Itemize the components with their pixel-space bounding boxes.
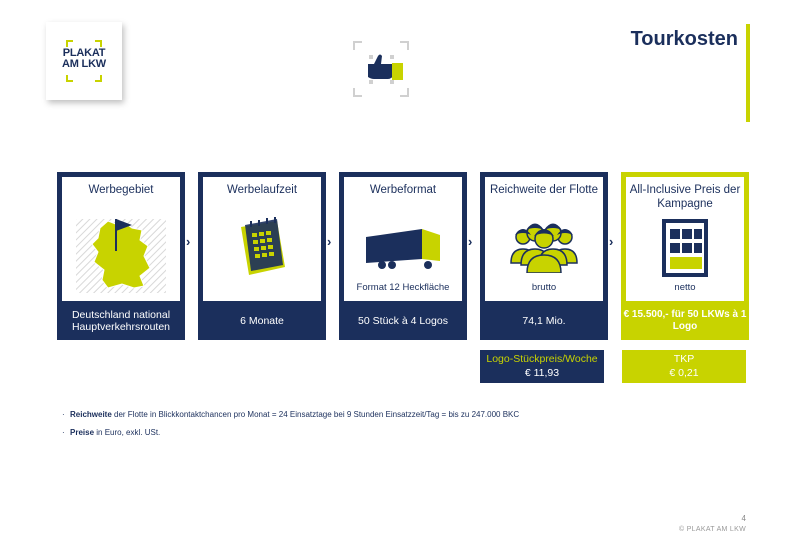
chevron-right-icon: › (609, 234, 614, 249)
bullet: · (62, 410, 65, 419)
calculator-icon (660, 219, 710, 277)
pointing-hand-icon (350, 38, 412, 100)
card-werbelaufzeit (198, 172, 326, 340)
tkp-box (622, 350, 746, 383)
card-reichweite (480, 172, 608, 340)
footnotes (62, 410, 519, 446)
footnote-item (62, 410, 519, 419)
bullet: · (62, 428, 65, 437)
card-subtitle: netto (674, 282, 696, 293)
footnote-bold: Reichweite (70, 410, 112, 419)
copyright: © PLAKAT AM LKW (679, 526, 746, 533)
card-title: Werbeformat (369, 184, 437, 196)
card-title: Werbegebiet (88, 184, 154, 196)
chevron-right-icon: › (186, 234, 191, 249)
chevron-right-icon: › (327, 234, 332, 249)
logo-text (46, 48, 122, 70)
card-footer: 74,1 Mio. (522, 314, 566, 327)
card-title: Werbelaufzeit (226, 184, 298, 196)
footnote-text: der Flotte in Blickkontaktchancen pro Monat = 24 Einsatztage bei 9 Stunden Einsatzzeit/Tag = bis zu 247.000 BKC (111, 410, 520, 419)
logo-corner (66, 75, 73, 82)
card-footer: 6 Monate (240, 314, 284, 327)
title-block (610, 24, 750, 122)
logo-corner (95, 75, 102, 82)
card-werbeformat (339, 172, 467, 340)
logo-line-2: AM LKW (61, 58, 106, 70)
logo-line-1: PLAKAT (62, 47, 106, 59)
page-number: 4 (741, 514, 746, 523)
card-all-inclusive-preis (621, 172, 749, 340)
logo-corner (95, 40, 102, 47)
title-accent-bar (746, 24, 750, 122)
brand-logo (46, 22, 122, 100)
truck-icon (362, 225, 444, 271)
tkp-value: € 0,21 (669, 367, 699, 379)
card-subtitle: Format 12 Heckfläche (356, 282, 450, 293)
footnote-text: in Euro, exkl. USt. (94, 428, 161, 437)
card-werbegebiet (57, 172, 185, 340)
card-panel (485, 177, 603, 301)
logo-price-box (480, 350, 604, 383)
card-title: Reichweite der Flotte (489, 184, 599, 196)
tkp-label: TKP (673, 353, 695, 365)
people-icon (509, 215, 579, 273)
card-panel (626, 177, 744, 301)
card-panel (62, 177, 180, 301)
page-title: Tourkosten (630, 28, 738, 50)
card-panel (344, 177, 462, 301)
footnote-item (62, 428, 519, 437)
logo-corner (66, 40, 73, 47)
footnote-bold: Preise (70, 428, 95, 437)
card-footer: 50 Stück à 4 Logos (358, 314, 448, 327)
card-title: All-Inclusive Preis der Kampagne (629, 184, 741, 210)
card-subtitle: brutto (531, 282, 557, 293)
card-panel (203, 177, 321, 301)
calendar-icon (237, 217, 287, 279)
germany-map-icon (76, 211, 166, 293)
card-footer: € 15.500,- für 50 LKWs à 1 Logo (623, 308, 747, 332)
card-footer: Deutschland national Hauptverkehrsrouten (71, 308, 171, 333)
chevron-right-icon: › (468, 234, 473, 249)
logo-price-value: € 11,93 (524, 367, 560, 379)
logo-price-label: Logo-Stückpreis/Woche (486, 353, 598, 365)
